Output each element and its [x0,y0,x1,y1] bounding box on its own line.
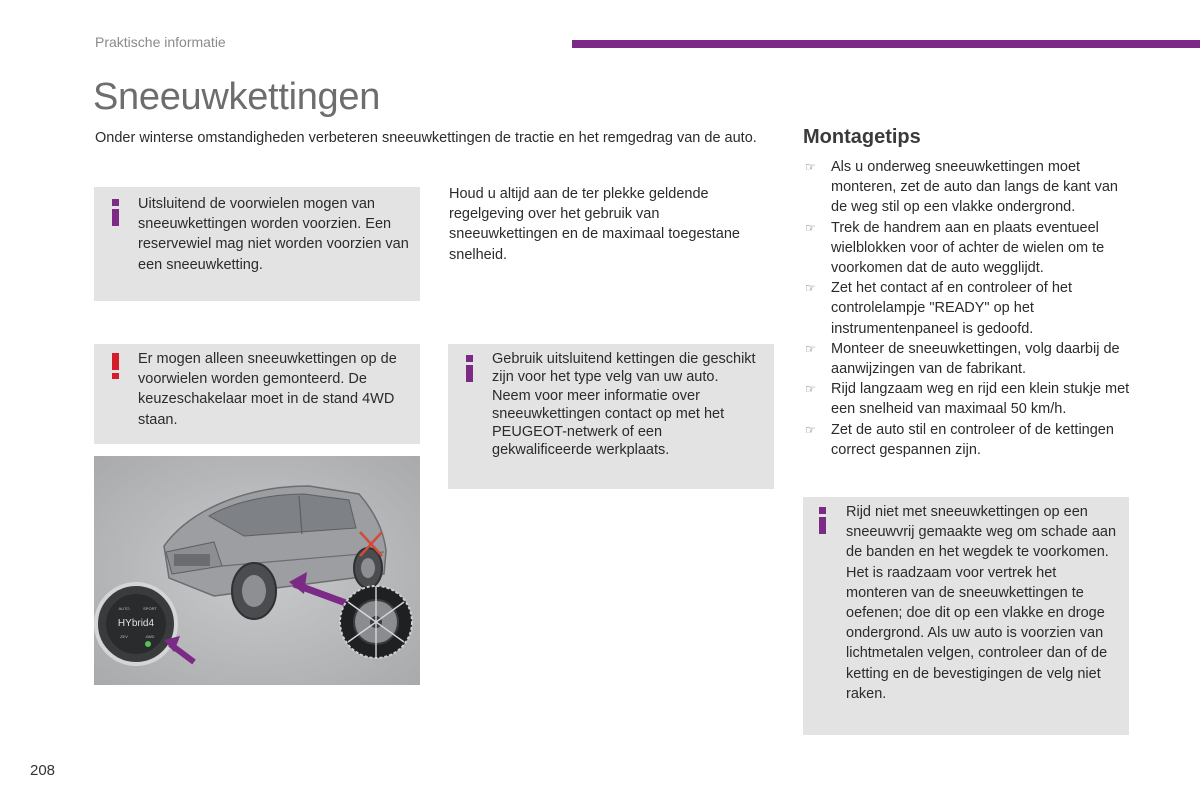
list-item: ☞ Monteer de sneeuwkettingen, volg daarbij de aanwijzingen van de fabrikant. [805,340,1120,378]
list-item: ☞ Als u onderweg sneeuwkettingen moet monteren, zet de auto dan langs de kant van de weg stil op een vlakke ondergrond. [805,159,1118,216]
car-illustration [94,456,420,685]
page-title: Sneeuwkettingen [93,76,381,118]
montagetips-list [803,157,1133,460]
warning-text-4wd: Er mogen alleen sneeuwkettingen op de voorwielen worden gemonteerd. De keuzeschakelaar moet in de stand 4WD staan. [138,351,397,428]
info-icon [819,507,827,534]
pointing-hand-icon: ☞ [805,422,816,437]
list-item: ☞ Zet de auto stil en controleer of de kettingen correct gespannen zijn. [805,421,1114,458]
info-icon [466,355,474,382]
pointing-hand-icon: ☞ [805,382,816,397]
section-header: Praktische informatie [95,34,226,50]
page-number: 208 [30,762,56,779]
knob-label: HYbrid4 [117,618,155,629]
pointing-hand-icon: ☞ [805,160,816,174]
pointing-hand-icon: ☞ [805,341,816,356]
knob-mode-zev: ZEV [120,634,128,639]
warning-icon [112,353,120,379]
regulation-paragraph: Houd u altijd aan de ter plekke geldende regelgeving over het gebruik van sneeuwkettingen en de maximaal toegestane snelheid. [449,186,740,263]
info-text-practice: Rijd niet met sneeuwkettingen op een sneeuwvrij gemaakte weg om schade aan de banden en het wegdek te voorkomen. Het is raadzaam voor vertrek het monteren van de sneeuwkettingen te oefenen; doe dit op een vlakke en droge ondergrond. Als uw auto is voorzien van lichtmetalen velgen, controleer dan of de ketting en de bevestigingen de velg niet raken. [846,504,1117,702]
info-icon [112,199,120,226]
knob-mode-4wd: 4WD [145,634,155,639]
header-accent-bar [572,40,1200,48]
snow-chain-illustration [94,456,420,685]
list-item: ☞ Zet het contact af en controleer of het controlelampje "READY" op het instrumentenpaneel is gedoofd. [805,280,1073,337]
warning-box-4wd [94,344,420,444]
info-box-practice [803,497,1129,735]
knob-mode-sport: SPORT [143,606,157,611]
info-text-front-wheels: Uitsluitend de voorwielen mogen van sneeuwkettingen worden voorzien. Een reservewiel mag niet worden voorzien van een sneeuwketting. [138,196,409,273]
info-box-front-wheels [94,187,420,301]
list-item: ☞ Rijd langzaam weg en rijd een klein stukje met een snelheid van maximaal 50 km/h. [805,381,1130,418]
pointing-hand-icon: ☞ [805,220,816,235]
intro-paragraph: Onder winterse omstandigheden verbeteren sneeuwkettingen de tractie en het remgedrag van de auto. [95,130,757,146]
info-box-suitable-chains [448,344,774,489]
info-text-suitable-chains: Gebruik uitsluitend kettingen die geschikt zijn voor het type velg van uw auto. Neem voor meer informatie over sneeuwkettingen contact op met het PEUGEOT-netwerk of een gekwalificeerde werkplaats. [492,351,756,459]
list-item: ☞ Trek de handrem aan en plaats eventueel wielblokken voor of achter de wielen om te voorkomen dat de auto wegglijdt. [805,219,1105,277]
pointing-hand-icon: ☞ [805,281,816,296]
knob-mode-auto: AUTO [118,606,130,611]
montagetips-heading: Montagetips [803,126,921,148]
